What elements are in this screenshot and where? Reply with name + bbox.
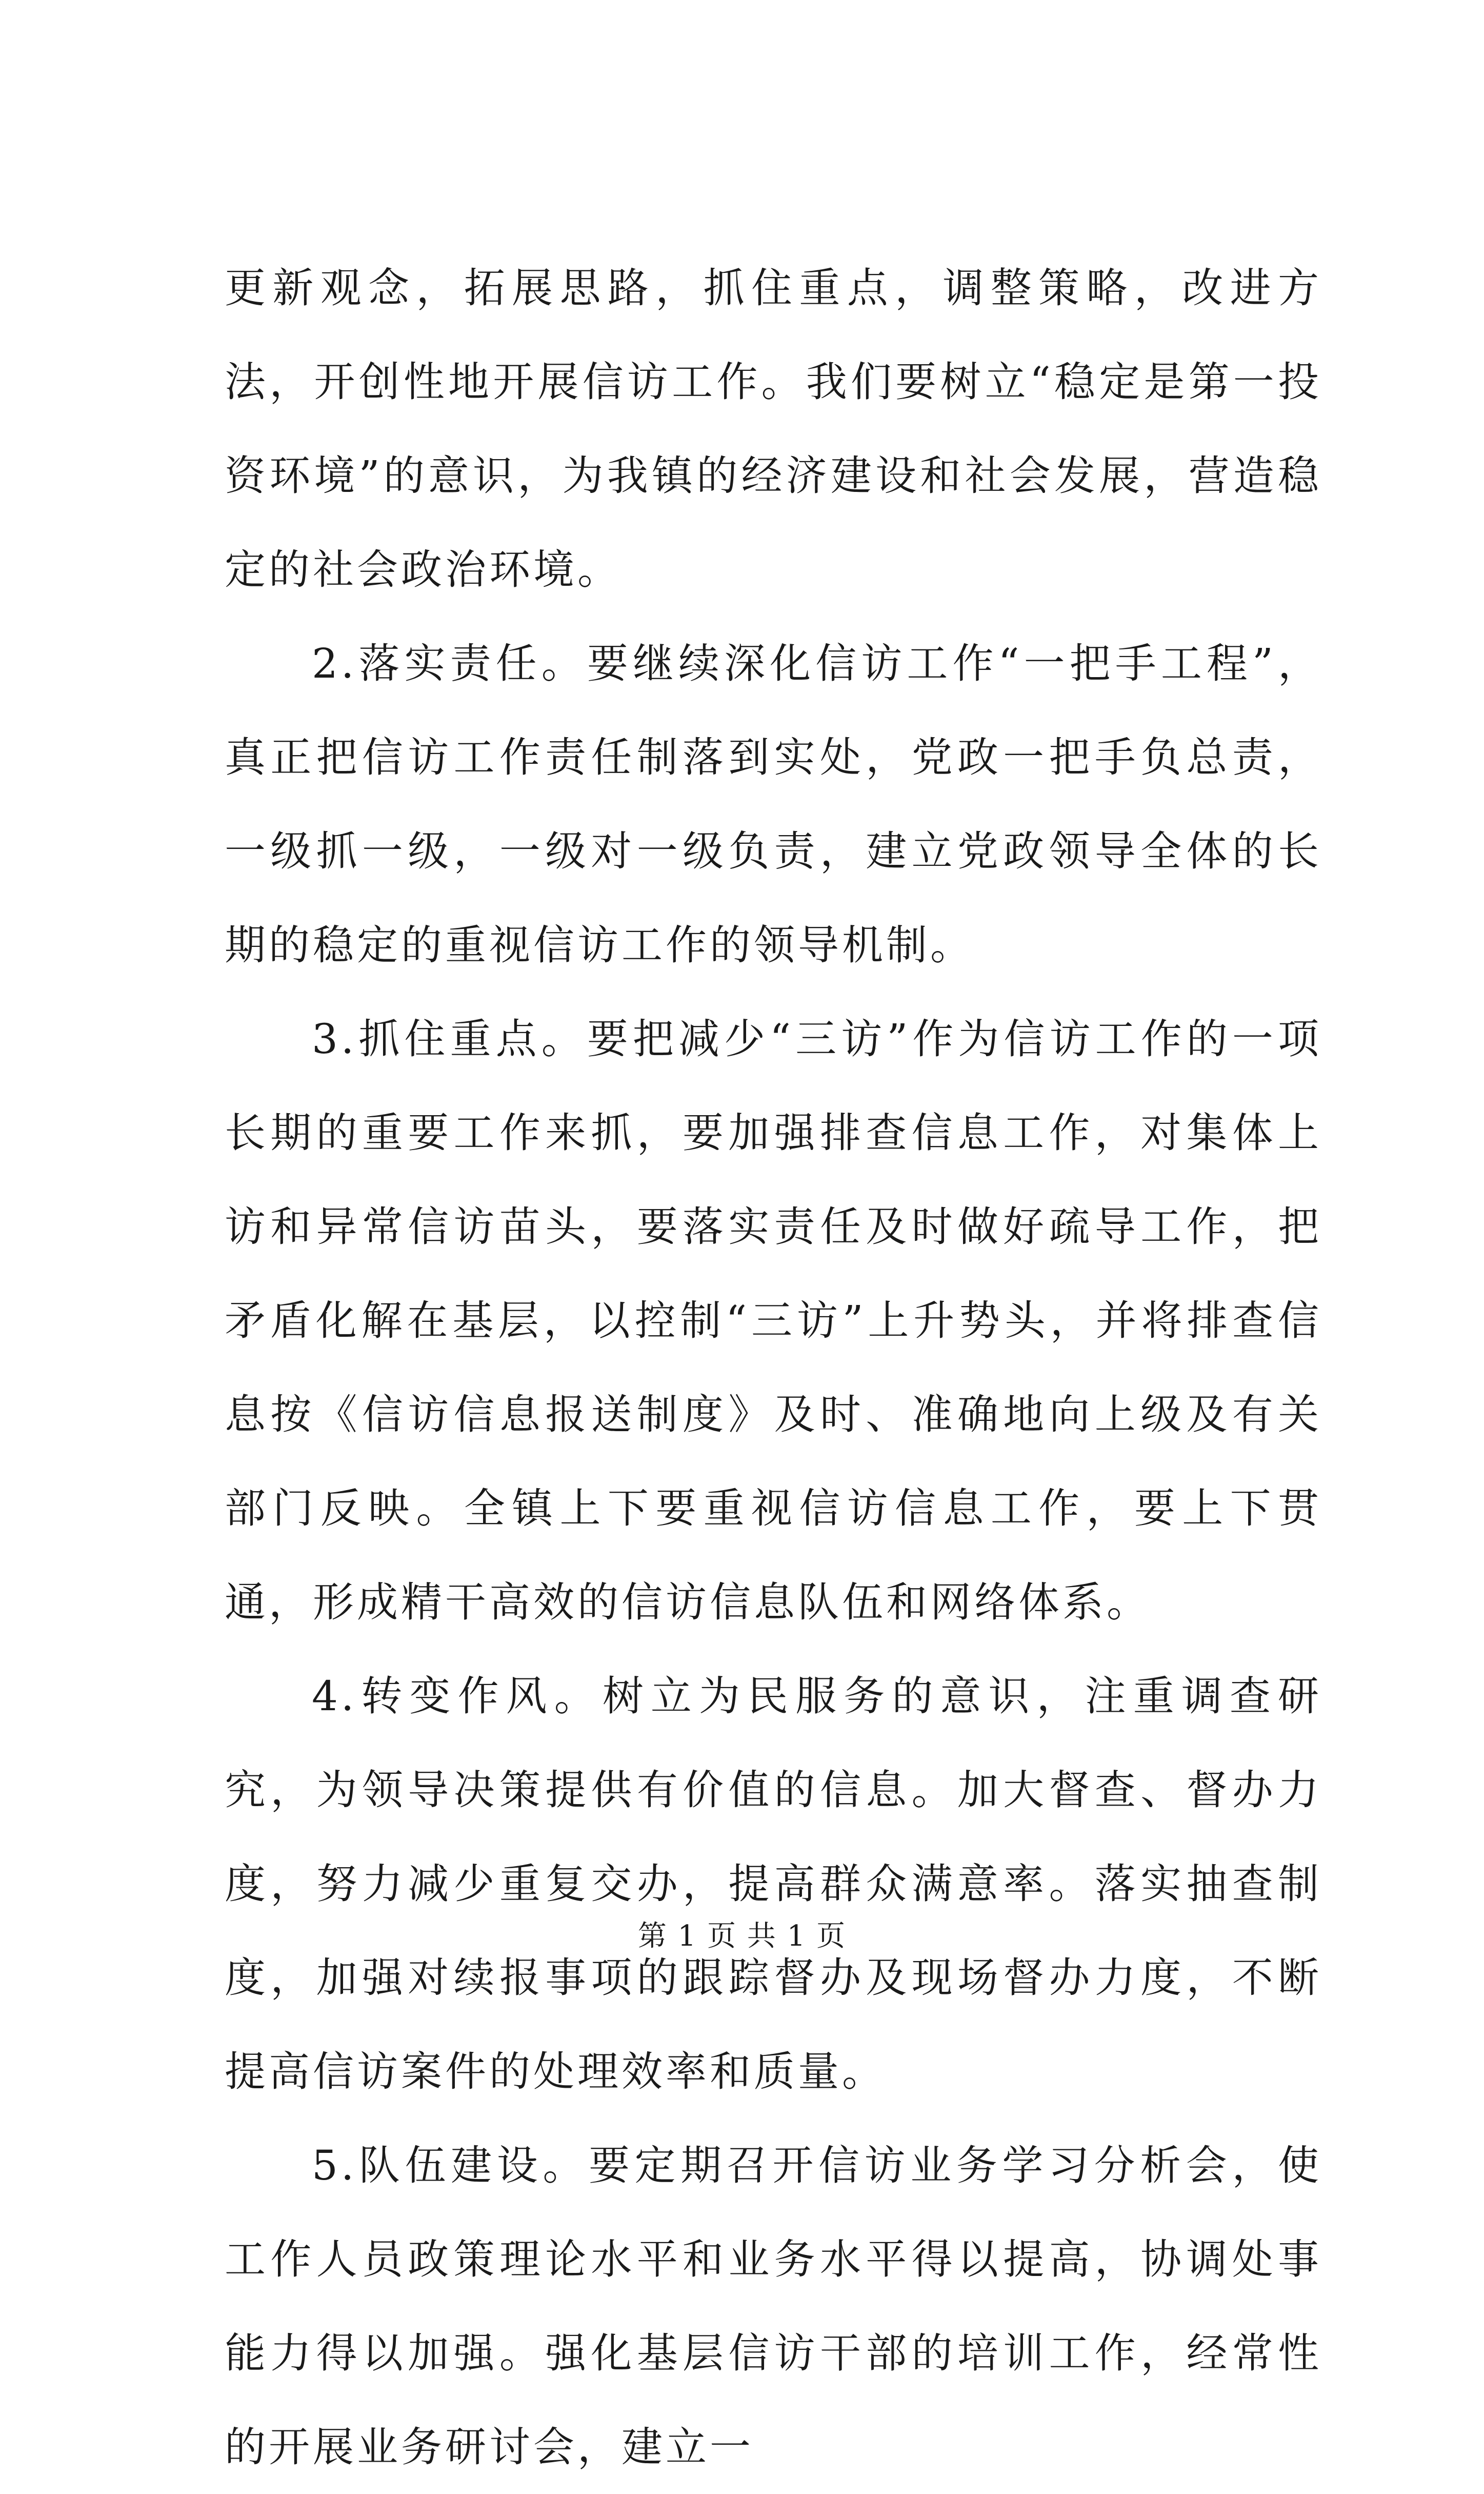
paragraph-5-team-building: 5.队伍建设。要定期召开信访业务学习分析会，使工作人员政策理论水平和业务水平得以提高，协调处事能力得以加强。强化基层信访干部的培训工作，经常性的开展业务研讨会，建立一 — [225, 2142, 1322, 2471]
document-body — [225, 241, 1322, 2494]
paragraph-3-key-points: 3.抓住重点。要把减少“三访”作为信访工作的一项长期的重要工作来抓，要加强排查信息工作，对集体上访和异常信访苗头，要落实责任及时做好疏导工作，把矛盾化解在基层，以控制“三访”上升势头，并将排查信息按《信访信息报送制度》及时、准确地向上级及有关部门反映。全镇上下要重视信访信息工作，要上下贯通，形成精干高效的信访信息队伍和网络体系。 — [225, 1015, 1322, 1626]
page-footer: 第 1 页 共 1 页 — [637, 1919, 847, 1953]
paragraph-continued: 更新观念，拓展思路，抓住重点，调整策略，改进方法，开创性地开展信访工作。我们要树立“稳定是第一投资环境”的意识，为我镇的经济建设和社会发展，营造稳定的社会政治环境。 — [225, 264, 1322, 593]
paragraph-2-responsibility: 2.落实责任。要继续深化信访工作“一把手工程”，真正把信访工作责任制落到实处，党政一把手负总责，一级抓一级，一级对一级负责，建立党政领导全体的长期的稳定的重视信访工作的领导机制。 — [225, 640, 1322, 969]
paragraph-4-work-style: 4.转变作风。树立为民服务的意识，注重调查研究，为领导决策提供有价值的信息。加大督查、督办力度，努力减少重复交办，提高群众满意率。落实抽查制度，加强对续报事项的跟踪督办及现场督办力度，不断提高信访案件的处理效率和质量。 — [225, 1672, 1322, 2095]
